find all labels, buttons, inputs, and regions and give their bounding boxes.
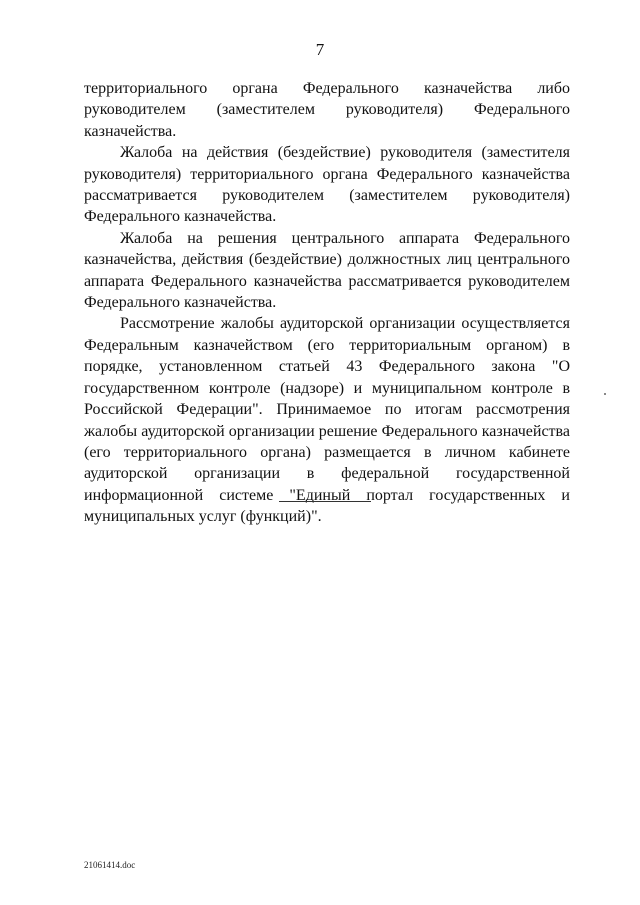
- end-divider-line: [279, 501, 371, 502]
- page-number: 7: [315, 40, 325, 59]
- footer-file-name: 21061414.doc: [84, 860, 136, 870]
- document-body: [84, 78, 570, 528]
- paragraph-continuation: территориального органа Федерального казначейства либо руководителем (заместителем руководителя) Федерального казначейства.: [84, 80, 570, 140]
- paragraph-audit-organization-complaint: Рассмотрение жалобы аудиторской организации осуществляется Федеральным казначейством (его территориальным органом) в порядке, установленном статьей 43 Федерального закона "О государственном контроле (надзоре) и муниципальном контроле в Российской Федерации". Принимаемое по итогам рассмотрения жалобы аудиторской организации решение Федерального казначейства (его территориального органа) размещается в личном кабинете аудиторской организации в федеральной государственной информационной системе "Единый портал государственных и муниципальных услуг (функций)".: [84, 315, 570, 526]
- edge-scan-mark: [604, 393, 606, 395]
- paragraph-complaint-central-apparatus: Жалоба на решения центрального аппарата Федерального казначейства, действия (бездействие) должностных лиц центрального аппарата Федерального казначейства рассматривается руководителем Федерального казначейства.: [84, 229, 570, 312]
- paragraph-complaint-head-territorial: Жалоба на действия (бездействие) руководителя (заместителя руководителя) территориального органа Федерального казначейства рассматривается руководителем (заместителем руководителя) Федерального казначейства.: [84, 144, 570, 226]
